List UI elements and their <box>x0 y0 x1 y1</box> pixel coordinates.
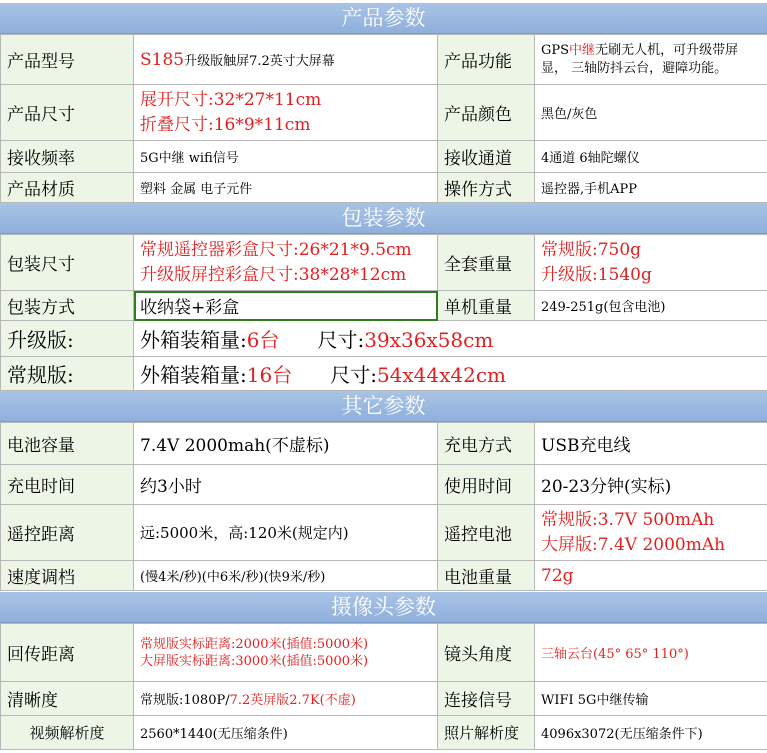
product-function-value: GPS中继无刷无人机，可升级带屏显， 三轴防抖云台，避障功能。 <box>535 35 767 85</box>
battery-capacity-label: 电池容量 <box>1 423 134 465</box>
receive-frequency-value: 5G中继 wifi信号 <box>134 141 438 173</box>
product-function-label: 产品功能 <box>438 35 535 85</box>
battery-capacity-value: 7.4V 2000mah(不虚标) <box>134 423 438 465</box>
operation-mode-label: 操作方式 <box>438 173 535 203</box>
table-row <box>1 173 767 203</box>
product-color-label: 产品颜色 <box>438 85 535 141</box>
charge-method-label: 充电方式 <box>438 423 535 465</box>
table-row <box>1 716 767 750</box>
total-weight-value: 常规版:750g 升级版:1540g <box>535 235 767 291</box>
unit-weight-label: 单机重量 <box>438 291 535 321</box>
battery-weight-value: 72g <box>535 561 767 591</box>
charge-method-value: USB充电线 <box>535 423 767 465</box>
unit-weight-value: 249-251g(包含电池) <box>535 291 767 321</box>
package-method-label: 包装方式 <box>1 291 134 321</box>
remote-range-label: 遥控距离 <box>1 505 134 561</box>
package-table <box>0 234 767 391</box>
table-row <box>1 505 767 561</box>
video-resolution-label: 视频解析度 <box>1 716 134 750</box>
remote-range-value: 远:5000米，高:120米(规定内) <box>134 505 438 561</box>
receive-frequency-label: 接收频率 <box>1 141 134 173</box>
table-row <box>1 291 767 321</box>
remote-battery-value: 常规版:3.7V 500mAh 大屏版:7.4V 2000mAh <box>535 505 767 561</box>
package-size-label: 包装尺寸 <box>1 235 134 291</box>
table-row <box>1 624 767 682</box>
speed-setting-value: (慢4米/秒)(中6米/秒)(快9米/秒) <box>134 561 438 591</box>
product-table <box>0 34 767 203</box>
table-row <box>1 561 767 591</box>
video-resolution-value: 2560*1440(无压缩条件) <box>134 716 438 750</box>
battery-weight-label: 电池重量 <box>438 561 535 591</box>
transmit-distance-value: 常规版实标距离:2000米(插值:5000米) 大屏版实标距离:3000米(插值:5000米) <box>134 624 438 682</box>
photo-resolution-value: 4096x3072(无压缩条件下) <box>535 716 767 750</box>
regular-version-label: 常规版: <box>1 357 134 391</box>
table-row <box>1 35 767 85</box>
product-model-value: S185升级版触屏7.2英寸大屏幕 <box>134 35 438 85</box>
total-weight-label: 全套重量 <box>438 235 535 291</box>
use-time-label: 使用时间 <box>438 465 535 505</box>
transmit-distance-label: 回传距离 <box>1 624 134 682</box>
receive-channel-label: 接收通道 <box>438 141 535 173</box>
lens-angle-label: 镜头角度 <box>438 624 535 682</box>
table-row <box>1 465 767 505</box>
operation-mode-value: 遥控器,手机APP <box>535 173 767 203</box>
clarity-value: 常规版:1080P/7.2英屏版2.7K(不虚) <box>134 682 438 716</box>
product-material-label: 产品材质 <box>1 173 134 203</box>
table-row <box>1 141 767 173</box>
product-model-label: 产品型号 <box>1 35 134 85</box>
table-row <box>1 235 767 291</box>
receive-channel-value: 4通道 6轴陀螺仪 <box>535 141 767 173</box>
section-header-package: 包装参数 <box>0 203 767 234</box>
package-method-value[interactable]: 收纳袋+彩盒 <box>134 291 438 321</box>
product-color-value: 黑色/灰色 <box>535 85 767 141</box>
upgrade-carton-info: 外箱装箱量:6台 尺寸:39x36x58cm <box>134 321 767 357</box>
product-size-value: 展开尺寸:32*27*11cm 折叠尺寸:16*9*11cm <box>134 85 438 141</box>
speed-setting-label: 速度调档 <box>1 561 134 591</box>
regular-carton-info: 外箱装箱量:16台 尺寸:54x44x42cm <box>134 357 767 391</box>
table-row <box>1 682 767 716</box>
clarity-label: 清晰度 <box>1 682 134 716</box>
photo-resolution-label: 照片解析度 <box>438 716 535 750</box>
section-header-camera: 摄像头参数 <box>0 592 767 623</box>
other-table <box>0 422 767 591</box>
table-row <box>1 321 767 357</box>
charge-time-value: 约3小时 <box>134 465 438 505</box>
connection-signal-label: 连接信号 <box>438 682 535 716</box>
lens-angle-value: 三轴云台(45° 65° 110°) <box>535 624 767 682</box>
product-size-label: 产品尺寸 <box>1 85 134 141</box>
table-row <box>1 85 767 141</box>
remote-battery-label: 遥控电池 <box>438 505 535 561</box>
table-row <box>1 357 767 391</box>
upgrade-version-label: 升级版: <box>1 321 134 357</box>
product-material-value: 塑料 金属 电子元件 <box>134 173 438 203</box>
section-header-product: 产品参数 <box>0 3 767 34</box>
section-header-other: 其它参数 <box>0 391 767 422</box>
table-row <box>1 423 767 465</box>
use-time-value: 20-23分钟(实标) <box>535 465 767 505</box>
charge-time-label: 充电时间 <box>1 465 134 505</box>
package-size-value: 常规遥控器彩盒尺寸:26*21*9.5cm 升级版屏控彩盒尺寸:38*28*12cm <box>134 235 438 291</box>
camera-table <box>0 623 767 750</box>
connection-signal-value: WIFI 5G中继传输 <box>535 682 767 716</box>
